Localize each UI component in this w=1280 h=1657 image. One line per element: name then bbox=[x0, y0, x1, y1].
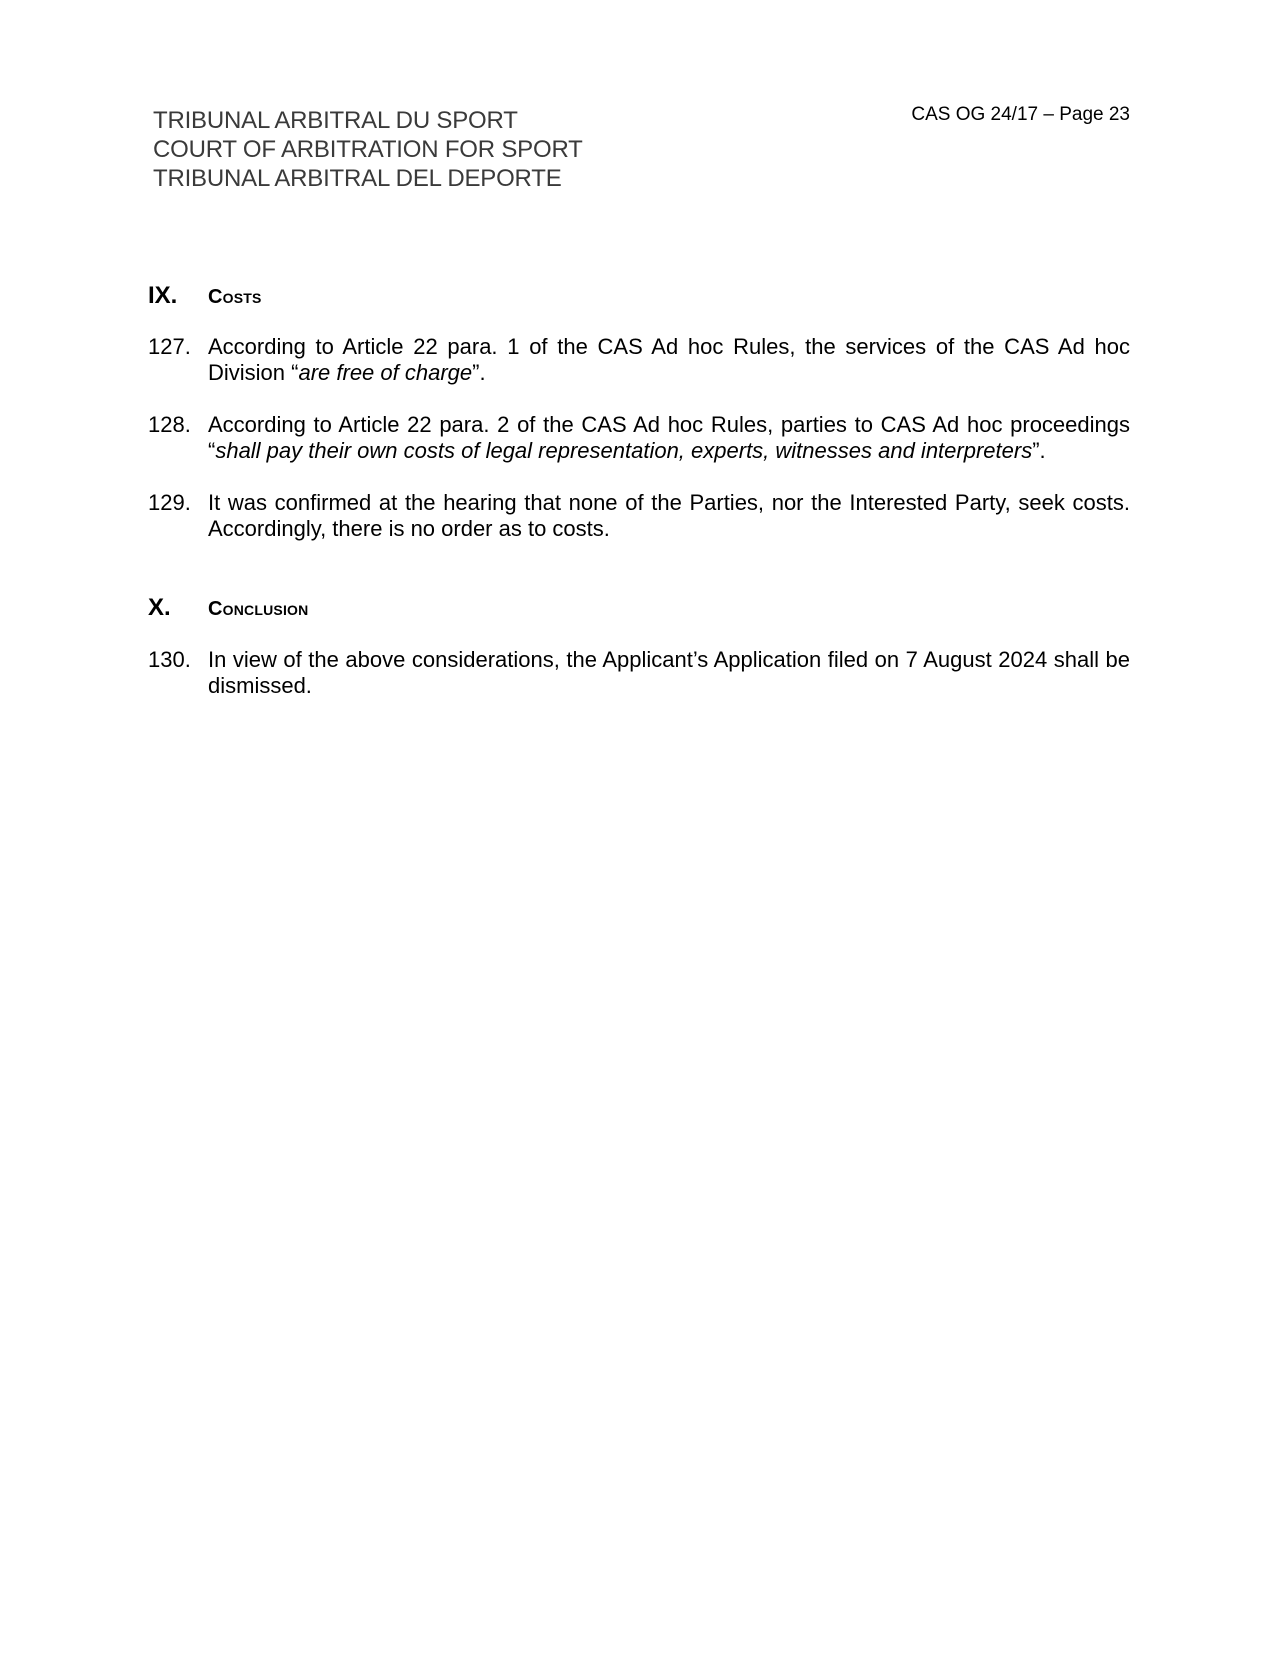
section-title: Conclusion bbox=[208, 598, 309, 620]
court-name-french: TRIBUNAL ARBITRAL DU SPORT bbox=[153, 107, 518, 134]
section-heading-costs bbox=[148, 282, 262, 310]
court-name-header bbox=[153, 106, 583, 193]
paragraph-number: 127. bbox=[148, 334, 191, 359]
paragraph-number: 128. bbox=[148, 412, 191, 437]
paragraph-127 bbox=[148, 334, 1130, 386]
paragraph-text: In view of the above considerations, the Applicant’s Application filed on 7 August 2024 shall be dismissed. bbox=[208, 647, 1130, 698]
section-title: Costs bbox=[208, 286, 262, 308]
section-heading-conclusion bbox=[148, 594, 308, 622]
paragraph-128 bbox=[148, 412, 1130, 464]
paragraph-text: According to Article 22 para. 1 of the CAS Ad hoc Rules, the services of the CAS Ad hoc Division “are free of charge”. bbox=[208, 334, 1130, 385]
paragraph-text: According to Article 22 para. 2 of the CAS Ad hoc Rules, parties to CAS Ad hoc proceedings “shall pay their own costs of legal representation, experts, witnesses and interpreters”. bbox=[208, 412, 1130, 463]
section-number: IX. bbox=[148, 282, 178, 309]
paragraph-number: 130. bbox=[148, 647, 191, 672]
court-name-english: COURT OF ARBITRATION FOR SPORT bbox=[153, 136, 583, 163]
section-number: X. bbox=[148, 594, 171, 621]
court-name-spanish: TRIBUNAL ARBITRAL DEL DEPORTE bbox=[153, 165, 562, 192]
paragraph-129 bbox=[148, 490, 1130, 542]
paragraph-text: It was confirmed at the hearing that none of the Parties, nor the Interested Party, seek costs. Accordingly, there is no order as to costs. bbox=[208, 490, 1130, 541]
case-reference: CAS OG 24/17 – Page 23 bbox=[911, 104, 1130, 125]
paragraph-number: 129. bbox=[148, 490, 191, 515]
paragraph-130 bbox=[148, 647, 1130, 699]
